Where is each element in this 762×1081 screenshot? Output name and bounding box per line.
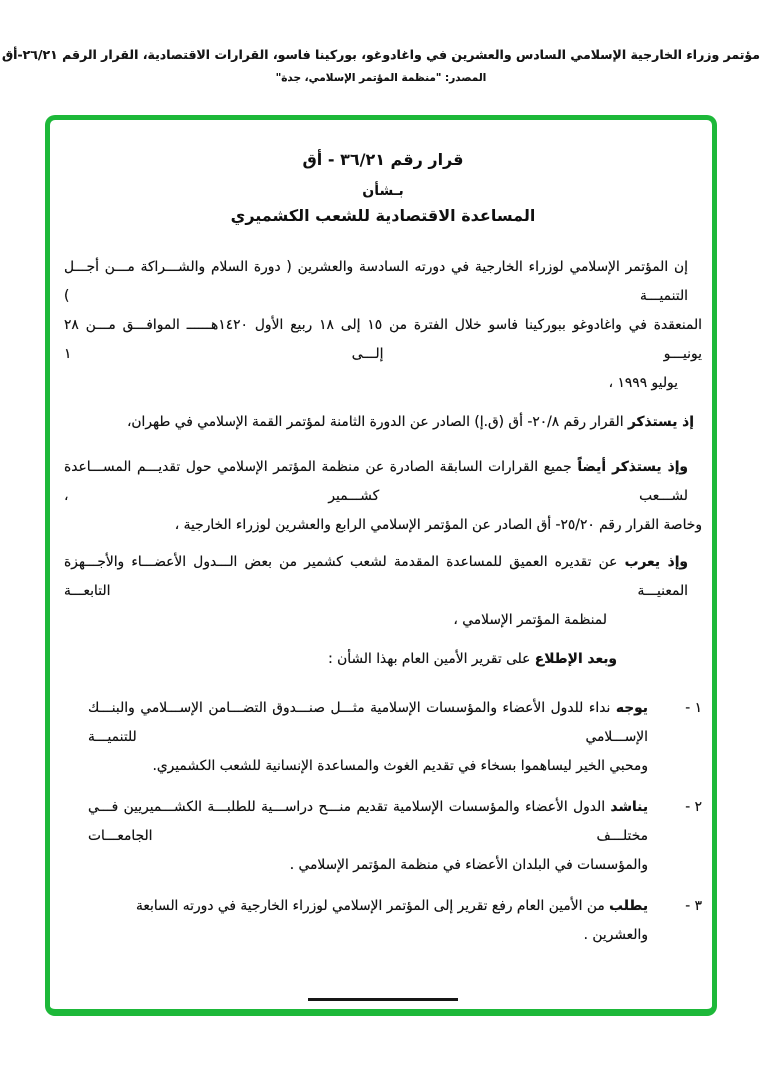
paragraph-lead: يناشد: [610, 799, 648, 815]
preamble-paragraph-2: [64, 408, 702, 437]
paragraph-text: نداء للدول الأعضاء والمؤسسات الإسلامية مثـــل صنـــدوق التضـــامن الإســـلامي والبنـــك الإســـلامي للتنميـــة: [88, 700, 648, 745]
paragraph-text: من الأمين العام رفع تقرير إلى المؤتمر الإسلامي لوزراء الخارجية في دورته السابعة والعشرين .: [135, 898, 648, 943]
operative-items: [64, 694, 702, 950]
paragraph-lead: يطلب: [609, 898, 648, 914]
paragraph-line: والمؤسسات في البلدان الأعضاء في منظمة المؤتمر الإسلامي .: [289, 857, 648, 873]
paragraph-text: القرار رقم ٢٠/٨- أق (ق.إ) الصادر عن الدورة الثامنة لمؤتمر القمة الإسلامي في طهران،: [126, 414, 628, 430]
paragraph-line: لمنظمة المؤتمر الإسلامي ،: [453, 612, 607, 628]
preamble-paragraph-3: [64, 453, 702, 540]
paragraph-text: على تقرير الأمين العام بهذا الشأن :: [328, 651, 535, 667]
paragraph-line: إن المؤتمر الإسلامي لوزراء الخارجية في دورته السادسة والعشرين ( دورة السلام والشـــراكة مـــن أجـــل التنميـــة ): [64, 259, 688, 304]
paragraph-lead: يوجه: [615, 700, 648, 716]
paragraph-lead: وإذ يستذكر أيضاً: [577, 459, 689, 475]
preamble-paragraph-5: [64, 645, 702, 674]
resolution-number-title: قرار رقم ٣٦/٢١ - أق: [302, 150, 464, 169]
paragraph-line: [64, 548, 688, 606]
document-frame: [45, 115, 717, 1016]
item-number: ١ -: [685, 700, 702, 716]
preamble-paragraph-4: [64, 548, 702, 635]
item-text: [88, 694, 648, 781]
paragraph-lead: وبعد الإطلاع: [534, 651, 617, 667]
paragraph-line: ومحبي الخير ليساهموا بسخاء في تقديم الغوث والمساعدة الإنسانية للشعب الكشميري.: [152, 758, 648, 774]
operative-item-3: [64, 892, 702, 950]
item-number: ٣ -: [685, 898, 702, 914]
item-text: [88, 892, 648, 950]
paragraph-line: [64, 408, 694, 437]
source-citation-line: مؤتمر وزراء الخارجية الإسلامي السادس والعشرين في واغادوغو، بوركينا فاسو، القرارات الاقتصادية، القرار الرقم ٢٦/٢١-أق: [1, 47, 761, 62]
paragraph-line: وخاصة القرار رقم ٢٥/٢٠- أق الصادر عن المؤتمر الإسلامي الرابع والعشرين لوزراء الخارجية ،: [174, 517, 702, 533]
resolution-subject-title: المساعدة الاقتصادية للشعب الكشميري: [230, 206, 536, 225]
paragraph-line: المنعقدة في واغادوغو ببوركينا فاسو خلال الفترة من ١٥ إلى ١٨ ربيع الأول ١٤٢٠هــــــ الموافـــق مـــن ٢٨ يونيـــو إلـــى ١: [64, 317, 703, 362]
paragraph-text: الدول الأعضاء والمؤسسات الإسلامية تقديم منـــح دراســـية للطلبـــة الكشـــميريين فـــي مختلـــف الجامعـــات: [88, 799, 648, 844]
operative-item-1: [64, 694, 702, 781]
source-attribution-line: المصدر: "منظمة المؤتمر الإسلامي، جدة": [275, 71, 487, 84]
paragraph-lead: إذ يستذكر: [627, 414, 694, 430]
document-source-header: [0, 0, 762, 84]
paragraph-text: عن تقديره العميق للمساعدة المقدمة لشعب كشمير من بعض الـــدول الأعضـــاء والأجـــهزة المعنيـــة التابعـــة: [64, 554, 688, 599]
item-number: ٢ -: [685, 799, 702, 815]
paragraph-lead: وإذ يعرب: [624, 554, 689, 570]
paragraph-line: [64, 453, 688, 511]
paragraph-line: يوليو ١٩٩٩ ،: [608, 375, 678, 391]
item-text: [88, 793, 648, 880]
paragraph-line: [88, 892, 648, 950]
paragraph-line: [64, 645, 617, 674]
end-divider: [308, 998, 458, 1001]
operative-item-2: [64, 793, 702, 880]
paragraph-text: جميع القرارات السابقة الصادرة عن منظمة المؤتمر الإسلامي حول تقديـــم المســـاعدة لشـــعب كشـــمير ،: [64, 459, 688, 504]
resolution-subject-word: بـشأن: [362, 183, 404, 199]
resolution-title-block: [64, 150, 702, 225]
paragraph-line: [88, 793, 648, 851]
paragraph-line: [88, 694, 648, 752]
preamble-paragraph-1: [64, 253, 702, 398]
